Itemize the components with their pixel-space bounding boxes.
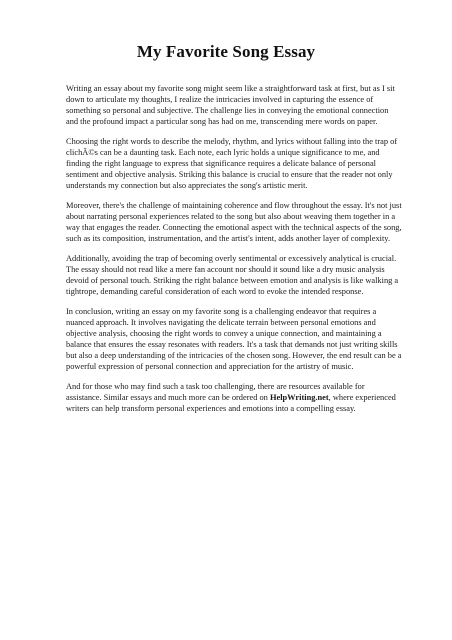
- paragraph-coherence: Moreover, there's the challenge of maintaining coherence and flow throughout the essay. It's not just about narrating personal experiences related to the song but also about weaving them together in a way that engages the reader. Connecting the emotional aspect with the technical aspects of the song, such as its composition, instrumentation, and the artist's intent, adds another layer of complexity.: [66, 200, 402, 244]
- paragraph-conclusion: In conclusion, writing an essay on my favorite song is a challenging endeavor that requires a nuanced approach. It involves navigating the delicate terrain between personal emotions and objective analysis, choosing the right words to convey a unique connection, and maintaining a balance that ensures the essay resonates with readers. It's a task that demands not just writing skills but also a deep understanding of the intricacies of the chosen song. However, the end result can be a powerful expression of personal connection and appreciation for the artistry of music.: [66, 306, 402, 372]
- paragraph-resources-text-before: And for those who may find such a task too challenging, there are resources available for assistance. Similar essays and much more can be ordered on: [66, 381, 365, 402]
- paragraph-word-choice: Choosing the right words to describe the melody, rhythm, and lyrics without falling into the trap of clichÃ©s can be a daunting task. Each note, each lyric holds a unique significance to me, and finding the right language to express that significance requires a delicate balance of personal sentiment and objective analysis. Striking this balance is crucial to ensure that the reader not only understands my connection but also appreciates the song's artistic merit.: [66, 136, 398, 191]
- helpwriting-link[interactable]: HelpWriting.net: [269, 392, 329, 402]
- paragraph-resources-text-after: , where experienced writers can help transform personal experiences and emotions into a compelling essay.: [66, 392, 396, 413]
- paragraph-intro: Writing an essay about my favorite song might seem like a straightforward task at first, but as I sit down to articulate my thoughts, I realize the intricacies involved in capturing the essence of something so personal and subjective. The challenge lies in conveying the emotional connection and the profound impact a particular song has had on me, transcending mere words on paper.: [66, 84, 395, 127]
- paragraph-balance: Additionally, avoiding the trap of becoming overly sentimental or excessively analytical is crucial. The essay should not read like a mere fan account nor should it sound like a dry music analysis devoid of personal touch. Striking the right balance between emotion and analysis is like walking a tightrope, demanding careful consideration of each word to evoke the intended response.: [66, 253, 399, 296]
- paragraph-resources: [66, 381, 402, 414]
- essay-title: My Favorite Song Essay: [136, 42, 316, 61]
- essay-body: [66, 83, 402, 422]
